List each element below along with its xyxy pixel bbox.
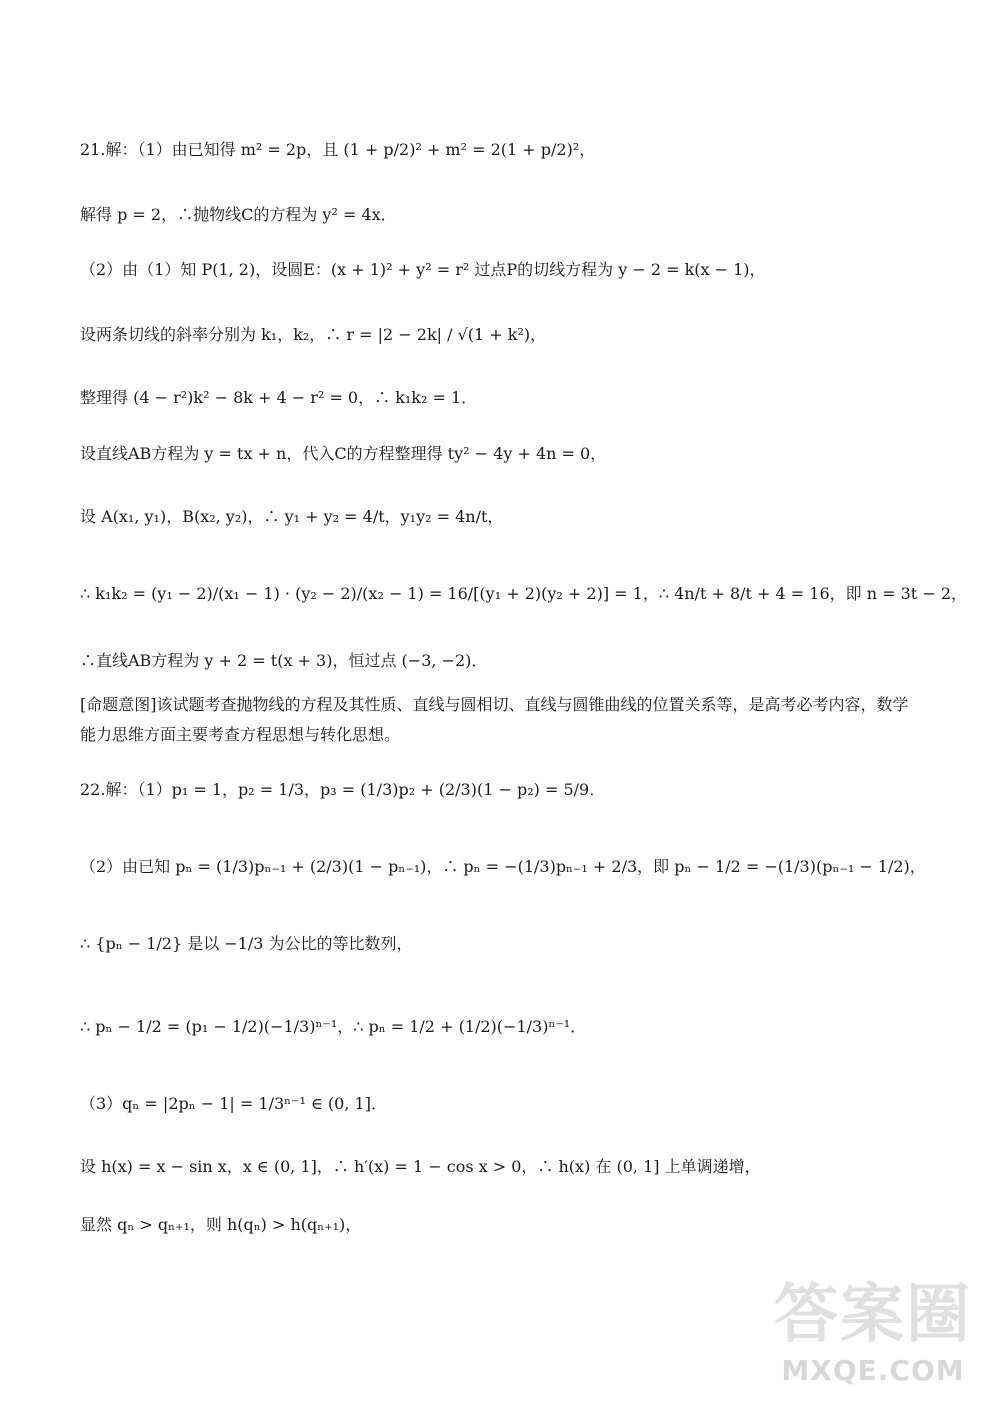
watermark-logo: 答案圈 bbox=[774, 1278, 972, 1352]
q22-line-4: ∴ pₙ − 1/2 = (p₁ − 1/2)(−1/3)ⁿ⁻¹，∴ pₙ = 1/2 + (1/2)(−1/3)ⁿ⁻¹． bbox=[80, 1017, 587, 1036]
q21-line-8: ∴ k₁k₂ = (y₁ − 2)/(x₁ − 1) · (y₂ − 2)/(x₂ − 1) = 16/[(y₁ + 2)(y₂ + 2)] = 1，∴ 4n/t + 8/t + 4 = 16，即 n = 3t − 2， bbox=[80, 584, 967, 603]
q21-line-3: （2）由（1）知 P(1, 2)，设圆E：(x + 1)² + y² = r² 过点P的切线方程为 y − 2 = k(x − 1)， bbox=[80, 260, 766, 279]
q21-line-1: 21.解：（1）由已知得 m² = 2p，且 (1 + p/2)² + m² = 2(1 + p/2)²， bbox=[80, 140, 596, 159]
q22-line-3: ∴ {pₙ − 1/2} 是以 −1/3 为公比的等比数列， bbox=[80, 934, 413, 953]
q22-line-7: 显然 qₙ > qₙ₊₁，则 h(qₙ) > h(qₙ₊₁)， bbox=[80, 1215, 362, 1234]
q22-line-1: 22.解：（1）p₁ = 1，p₂ = 1/3，p₃ = (1/3)p₂ + (2/3)(1 − p₂) = 5/9． bbox=[80, 780, 606, 799]
q22-line-6: 设 h(x) = x − sin x，x ∈ (0, 1]，∴ h′(x) = 1 − cos x > 0，∴ h(x) 在 (0, 1] 上单调递增， bbox=[80, 1157, 761, 1176]
q21-line-9: ∴直线AB方程为 y + 2 = t(x + 3)，恒过点 (−3, −2)． bbox=[80, 651, 488, 670]
q21-line-6: 设直线AB方程为 y = tx + n，代入C的方程整理得 ty² − 4y + 4n = 0， bbox=[80, 444, 607, 463]
q21-line-7: 设 A(x₁, y₁)，B(x₂, y₂)，∴ y₁ + y₂ = 4/t，y₁y₂ = 4n/t， bbox=[80, 507, 504, 526]
q22-line-2: （2）由已知 pₙ = (1/3)pₙ₋₁ + (2/3)(1 − pₙ₋₁)，∴ pₙ = −(1/3)pₙ₋₁ + 2/3，即 pₙ − 1/2 = −(1/3)(pₙ₋₁ − 1/2)， bbox=[80, 857, 926, 876]
q21-line-4: 设两条切线的斜率分别为 k₁，k₂，∴ r = |2 − 2k| / √(1 + k²)， bbox=[80, 325, 547, 344]
watermark bbox=[758, 1276, 988, 1406]
q21-line-5: 整理得 (4 − r²)k² − 8k + 4 − r² = 0，∴ k₁k₂ = 1． bbox=[80, 388, 478, 407]
q21-line-2: 解得 p = 2，∴抛物线C的方程为 y² = 4x． bbox=[80, 205, 397, 224]
q22-line-5: （3）qₙ = |2pₙ − 1| = 1/3ⁿ⁻¹ ∈ (0, 1]． bbox=[80, 1094, 387, 1113]
q21-intent: [命题意图]该试题考查抛物线的方程及其性质、直线与圆相切、直线与圆锥曲线的位置关系等，是高考必考内容，数学能力思维方面主要考查方程思想与转化思想。 bbox=[80, 695, 909, 745]
watermark-url: MXQE.COM bbox=[781, 1354, 965, 1387]
